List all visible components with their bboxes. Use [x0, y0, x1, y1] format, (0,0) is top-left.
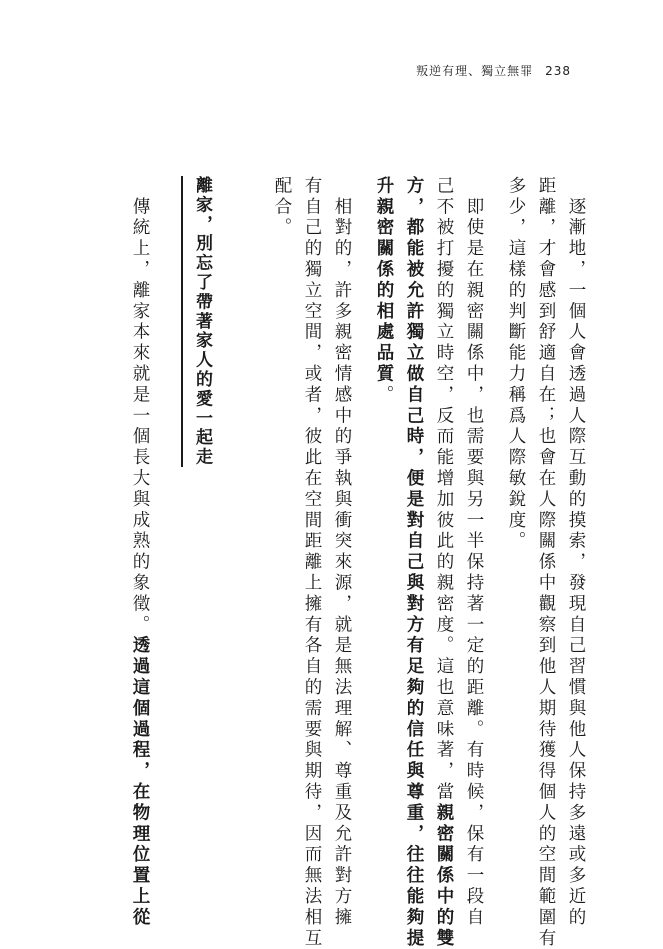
text-segment: 距離，才會感到舒適自在；也會在人際關係中觀察到他人期待獲得個人的空間範圍有	[536, 176, 556, 949]
text-column-1	[561, 176, 591, 928]
text-column-6	[399, 176, 429, 949]
text-segment: 。	[374, 385, 394, 406]
emphasized-text: 升親密關係的相處品質	[374, 176, 394, 385]
text-segment: 配合。	[272, 176, 292, 239]
text-column-9	[297, 176, 327, 949]
text-segment: 己不被打擾的獨立時空，反而能增加彼此的親密度。這也意味著，當	[434, 176, 454, 803]
running-header-title: 叛逆有理、獨立無罪	[416, 64, 534, 78]
emphasized-text: 透過這個過程，在物理位置上從	[130, 635, 150, 929]
text-column-7	[369, 176, 399, 406]
text-segment: 傳統上，離家本來就是一個長大與成熟的象徵。	[130, 176, 150, 636]
text-column-5	[429, 176, 459, 949]
text-segment: 即使是在親密關係中，也需要與另一半保持著一定的距離。有時候，保有一段自	[464, 176, 484, 929]
text-column-2	[531, 176, 561, 949]
text-segment: 有自己的獨立空間，或者，彼此在空間距離上擁有各自的需要與期待，因而無法相互	[302, 176, 322, 949]
text-column-3	[501, 176, 531, 552]
text-segment: 相對的，許多親密情感中的爭執與衝突來源，就是無法理解、尊重及允許對方擁	[332, 176, 352, 929]
text-column-8	[327, 176, 357, 928]
emphasized-text: 親密關係中的雙	[434, 803, 454, 949]
section-heading: 離家，別忘了帶著家人的愛一起走	[181, 176, 217, 467]
text-column-4	[459, 176, 489, 928]
running-header	[416, 62, 571, 79]
page-number: 238	[545, 64, 571, 78]
text-segment: 多少，這樣的判斷能力稱爲人際敏銳度。	[506, 176, 526, 553]
text-column-10	[267, 176, 297, 239]
text-segment: 逐漸地，一個人會透過人際互動的摸索，發現自己習慣與他人保持多遠或多近的	[566, 176, 586, 929]
emphasized-text: 方，都能被允許獨立做自己時，便是對自己與對方有足夠的信任與尊重，往往能夠提	[404, 176, 424, 949]
text-column-11	[125, 176, 155, 928]
